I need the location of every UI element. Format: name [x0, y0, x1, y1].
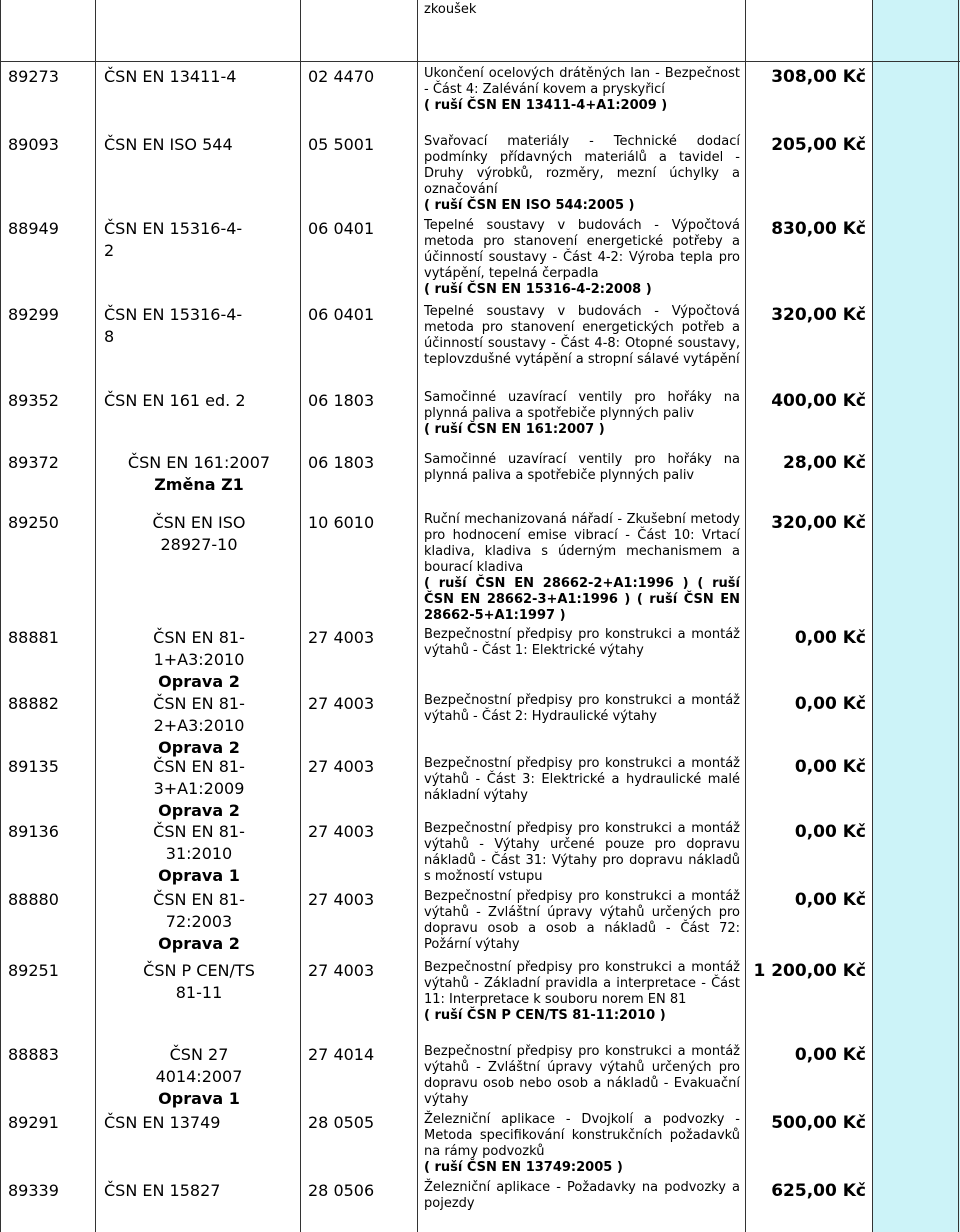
standard-designation: ČSN EN 81- 2+A3:2010 Oprava 2	[153, 694, 245, 757]
price: 320,00 Kč	[771, 305, 866, 325]
catalog-number: 89291	[8, 1113, 59, 1132]
classification-code: 10 6010	[308, 513, 375, 532]
price: 500,00 Kč	[771, 1113, 866, 1133]
catalog-number: 89136	[8, 822, 59, 841]
price: 0,00 Kč	[794, 890, 866, 910]
standard-title: Tepelné soustavy v budovách - Výpočtová metoda pro stanovení energetické potřeby a účinností soustavy - Část 4-2: Výroba tepla pro vytápění, tepelná čerpadla ( ruší ČSN EN 15316-4-2:2008 )	[424, 218, 740, 297]
teal-column	[872, 0, 960, 1232]
price: 0,00 Kč	[794, 628, 866, 648]
standard-title: Samočinné uzavírací ventily pro hořáky na plynná paliva a spotřebiče plynných paliv ( ruší ČSN EN 161:2007 )	[424, 390, 740, 437]
classification-code: 28 0505	[308, 1113, 375, 1132]
classification-code: 27 4003	[308, 757, 375, 776]
classification-code: 06 0401	[308, 305, 375, 324]
standard-designation: ČSN EN ISO 544	[104, 135, 233, 154]
standard-designation: ČSN P CEN/TS 81-11	[143, 961, 255, 1002]
price: 308,00 Kč	[771, 67, 866, 87]
classification-code: 02 4470	[308, 67, 375, 86]
catalog-number: 89093	[8, 135, 59, 154]
grid-line	[872, 0, 873, 1232]
catalog-number: 89250	[8, 513, 59, 532]
classification-code: 27 4003	[308, 961, 375, 980]
standard-designation: ČSN EN 81- 1+A3:2010 Oprava 2	[153, 628, 245, 691]
price: 1 200,00 Kč	[753, 961, 866, 981]
catalog-number: 88949	[8, 219, 59, 238]
catalog-number: 89251	[8, 961, 59, 980]
price: 205,00 Kč	[771, 135, 866, 155]
standard-title: Tepelné soustavy v budovách - Výpočtová metoda pro stanovení energetických potřeb a účinností soustavy - Část 4-8: Otopné soustavy, teplovzdušné vytápění a stropní sálavé vytápění	[424, 304, 740, 367]
price: 0,00 Kč	[794, 822, 866, 842]
classification-code: 27 4003	[308, 890, 375, 909]
standard-title: Ukončení ocelových drátěných lan - Bezpečnost - Část 4: Zalévání kovem a pryskyřicí ( ruší ČSN EN 13411-4+A1:2009 )	[424, 66, 740, 113]
standard-title: Bezpečnostní předpisy pro konstrukci a montáž výtahů - Zvláštní úpravy výtahů určených pro dopravu osob nebo osob a nákladů - Evakuační výtahy	[424, 1044, 740, 1107]
classification-code: 27 4003	[308, 694, 375, 713]
standard-title: Samočinné uzavírací ventily pro hořáky na plynná paliva a spotřebiče plynných paliv	[424, 452, 740, 483]
standard-designation: ČSN EN 15316-4- 2	[104, 219, 243, 260]
grid-line	[0, 0, 1, 1232]
replaces-note: ( ruší ČSN EN 13411-4+A1:2009 )	[424, 98, 668, 113]
standard-designation: ČSN EN 13749	[104, 1113, 221, 1132]
replaces-note: ( ruší ČSN EN 15316-4-2:2008 )	[424, 282, 652, 297]
standard-title: Železniční aplikace - Požadavky na podvozky a pojezdy	[424, 1180, 740, 1211]
grid-line	[958, 0, 959, 1232]
grid-line	[300, 0, 301, 1232]
standard-designation: ČSN EN 15316-4- 8	[104, 305, 243, 346]
standard-title: Bezpečnostní předpisy pro konstrukci a montáž výtahů - Výtahy určené pouze pro dopravu nákladů - Část 31: Výtahy pro dopravu nákladů s možností vstupu	[424, 821, 740, 884]
catalog-number: 89372	[8, 453, 59, 472]
catalog-number: 88882	[8, 694, 59, 713]
catalog-number: 89339	[8, 1181, 59, 1200]
catalog-number: 88883	[8, 1045, 59, 1064]
catalog-number: 89135	[8, 757, 59, 776]
replaces-note: ( ruší ČSN EN ISO 544:2005 )	[424, 198, 635, 213]
standard-title: Bezpečnostní předpisy pro konstrukci a montáž výtahů - Část 3: Elektrické a hydraulické malé nákladní výtahy	[424, 756, 740, 803]
classification-code: 28 0506	[308, 1181, 375, 1200]
replaces-note: ( ruší ČSN EN 13749:2005 )	[424, 1160, 623, 1175]
replaces-note: ( ruší ČSN EN 161:2007 )	[424, 422, 605, 437]
standard-designation: ČSN EN 15827	[104, 1181, 221, 1200]
catalog-number: 88880	[8, 890, 59, 909]
standard-designation: ČSN EN 81- 31:2010 Oprava 1	[153, 822, 245, 885]
price: 625,00 Kč	[771, 1181, 866, 1201]
classification-code: 27 4003	[308, 628, 375, 647]
standard-title: Bezpečnostní předpisy pro konstrukci a montáž výtahů - Zvláštní úpravy výtahů určených pro dopravu osob a osob a nákladů - Část 72: Požární výtahy	[424, 889, 740, 952]
classification-code: 27 4003	[308, 822, 375, 841]
standard-designation: ČSN EN 81- 3+A1:2009 Oprava 2	[153, 757, 245, 820]
standard-title: Svařovací materiály - Technické dodací podmínky přídavných materiálů a tavidel - Druhy výrobků, rozměry, mezní úchylky a označování ( ruší ČSN EN ISO 544:2005 )	[424, 134, 740, 213]
standard-title: Bezpečnostní předpisy pro konstrukci a montáž výtahů - Část 2: Hydraulické výtahy	[424, 693, 740, 724]
price: 0,00 Kč	[794, 694, 866, 714]
standard-title: Bezpečnostní předpisy pro konstrukci a montáž výtahů - Základní pravidla a interpretace - Část 11: Interpretace k souboru norem EN 81 ( ruší ČSN P CEN/TS 81-11:2010 )	[424, 960, 740, 1023]
standard-designation: ČSN EN 161:2007 Změna Z1	[127, 453, 271, 494]
catalog-number: 89273	[8, 67, 59, 86]
standard-title: Ruční mechanizovaná nářadí - Zkušební metody pro hodnocení emise vibrací - Část 10: Vrtací kladiva, kladiva s úderným mechanismem a bourací kladiva ( ruší ČSN EN 28662-2+A1:1996 ) ( ruší ČSN EN 28662-3+A1:1996 ) ( ruší ČSN EN 28662-5+A1:1997 )	[424, 512, 740, 623]
price: 0,00 Kč	[794, 1045, 866, 1065]
replaces-note: ( ruší ČSN EN 28662-2+A1:1996 ) ( ruší ČSN EN 28662-3+A1:1996 ) ( ruší ČSN EN 28662-5+A1:1997 )	[424, 576, 740, 623]
price: 320,00 Kč	[771, 513, 866, 533]
standard-designation: ČSN EN 13411-4	[104, 67, 237, 86]
replaces-note: ( ruší ČSN P CEN/TS 81-11:2010 )	[424, 1008, 666, 1023]
classification-code: 05 5001	[308, 135, 375, 154]
price: 0,00 Kč	[794, 757, 866, 777]
price: 400,00 Kč	[771, 391, 866, 411]
classification-code: 27 4014	[308, 1045, 375, 1064]
classification-code: 06 1803	[308, 453, 375, 472]
classification-code: 06 0401	[308, 219, 375, 238]
catalog-number: 89352	[8, 391, 59, 410]
classification-code: 06 1803	[308, 391, 375, 410]
catalog-number: 89299	[8, 305, 59, 324]
standard-title: Bezpečnostní předpisy pro konstrukci a montáž výtahů - Část 1: Elektrické výtahy	[424, 627, 740, 658]
standard-designation: ČSN EN 81- 72:2003 Oprava 2	[153, 890, 245, 953]
price: 28,00 Kč	[783, 453, 866, 473]
grid-line	[0, 61, 960, 62]
standard-designation: ČSN 27 4014:2007 Oprava 1	[155, 1045, 243, 1108]
catalog-number: 88881	[8, 628, 59, 647]
standard-designation: ČSN EN 161 ed. 2	[104, 391, 246, 410]
price: 830,00 Kč	[771, 219, 866, 239]
continued-description: zkoušek	[424, 2, 477, 17]
standard-title: Železniční aplikace - Dvojkolí a podvozky - Metoda specifikování konstrukčních požadavků na rámy podvozků ( ruší ČSN EN 13749:2005 )	[424, 1112, 740, 1175]
standard-designation: ČSN EN ISO 28927-10	[152, 513, 246, 554]
